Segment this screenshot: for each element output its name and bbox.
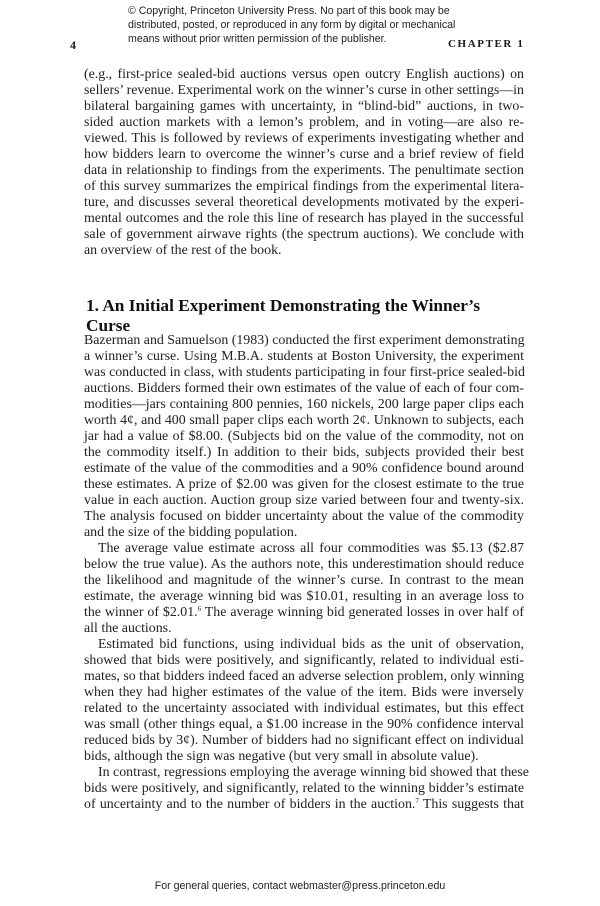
text-fragment: of uncertainty and to the number of bidders in the auction.: [84, 797, 416, 812]
copyright-line: © Copyright, Princeton University Press. No part of this book may be: [128, 5, 450, 17]
text-line: bids were positively, and significantly, related to the winning bidder’s estimate: [84, 781, 524, 796]
text-fragment: The average winning bid generated losses in over half of: [201, 605, 524, 620]
text-line-with-footnote: [84, 605, 524, 621]
text-line: The average value estimate across all four commodities was $5.13 ($2.87: [98, 541, 524, 556]
text-line: a winner’s curse. Using M.B.A. students at Boston University, the experiment: [84, 349, 524, 364]
text-line: Bazerman and Samuelson (1983) conducted the first experiment demonstrating: [84, 333, 525, 348]
text-line-with-footnote: [84, 797, 524, 813]
page-number: 4: [70, 38, 76, 52]
text-line: sided auction markets with a lemon’s problem, and in voting—are also re-: [84, 115, 524, 130]
text-line: sale of government airwave rights (the spectrum auctions). We conclude with: [84, 227, 524, 242]
text-fragment: This suggests that: [418, 797, 524, 812]
footer-contact: For general queries, contact webmaster@press.princeton.edu: [154, 880, 446, 892]
paragraph-3: [84, 637, 524, 765]
text-line: worth 4¢, and 400 small paper clips each worth 2¢. Unknown to subjects, each: [84, 413, 524, 428]
text-line: bids, although the sign was negative (but very small in absolute value).: [84, 749, 479, 764]
text-line: related to the uncertainty associated with individual estimates, but this effect: [84, 701, 524, 716]
text-line: auctions. Bidders formed their own estimates of the value of each of four com-: [84, 381, 524, 396]
text-line: (e.g., first-price sealed-bid auctions versus open outcry English auctions) on: [84, 67, 524, 82]
text-line: modities—jars containing 800 pennies, 160 nickels, 200 large paper clips each: [84, 397, 524, 412]
text-line: Estimated bid functions, using individual bids as the unit of observation,: [98, 637, 524, 652]
text-line: an overview of the rest of the book.: [84, 243, 282, 258]
footnote-marker-6[interactable]: 6: [197, 605, 202, 613]
paragraph-1: [84, 333, 524, 541]
text-line: the likelihood and magnitude of the winner’s curse. In contrast to the mean: [84, 573, 524, 588]
text-line: when they had higher estimates of the value of the item. Bids were inversely: [84, 685, 524, 700]
text-line: ture, and discusses several theoretical developments motivated by the experi-: [84, 195, 524, 210]
footnote-marker-7[interactable]: 7: [415, 797, 419, 805]
text-line: bilateral bargaining games with uncertainty, in “blind-bid” auctions, in two-: [84, 99, 524, 114]
paragraph-4: [84, 765, 529, 813]
text-line: was small (other things equal, a $1.00 increase in the 90% confidence interval: [84, 717, 524, 732]
text-line: The analysis focused on bidder uncertainty about the value of the commodity: [84, 509, 524, 524]
text-line: how bidders learn to overcome the winner’s curse and a brief review of field: [84, 147, 524, 162]
text-line: estimate of the value of the commodities and a 90% confidence bound around: [84, 461, 524, 476]
copyright-line: means without prior written permission of the publisher.: [128, 33, 387, 45]
text-line: below the true value). As the authors note, this underestimation should reduce: [84, 557, 524, 572]
section-heading: 1. An Initial Experiment Demonstrating the Winner’s Curse: [86, 296, 481, 335]
text-line: sellers’ revenue. Experimental work on the winner’s curse in other settings—in: [84, 83, 524, 98]
text-line: viewed. This is followed by reviews of experiments investigating whether and: [84, 131, 524, 146]
text-line: In contrast, regressions employing the average winning bid showed that these: [98, 765, 529, 780]
paragraph-2: [84, 541, 524, 637]
text-line: reduced bids by 3¢). Number of bidders had no significant effect on individual: [84, 733, 524, 748]
text-line: showed that bids were positively, and significantly, related to individual esti-: [84, 653, 524, 668]
text-line: value in each auction. Auction group size varied between four and twenty-six.: [84, 493, 524, 508]
text-line: jar had a value of $8.00. (Subjects bid on the value of the commodity, not on: [84, 429, 524, 444]
text-line: all the auctions.: [84, 621, 172, 636]
text-fragment: the winner of $2.01.: [84, 605, 198, 620]
text-line: the commodity itself.) In addition to their bids, subjects provided their best: [84, 445, 524, 460]
text-line: was conducted in class, with students participating in four first-price sealed-bid: [84, 365, 525, 380]
text-line: mates, so that bidders indeed faced an adverse selection problem, only winning: [84, 669, 525, 684]
running-head: CHAPTER 1: [448, 38, 525, 50]
intro-paragraph: [84, 67, 524, 259]
copyright-line: distributed, posted, or reproduced in any form by digital or mechanical: [128, 19, 456, 31]
text-line: these estimates. A prize of $2.00 was given for the closest estimate to the true: [84, 477, 524, 492]
text-line: data in relationship to findings from the experiments. The penultimate section: [84, 163, 524, 178]
text-line: estimate, the average winning bid was $10.01, resulting in an average loss to: [84, 589, 524, 604]
text-line: and the size of the bidding population.: [84, 525, 298, 540]
text-line: mental outcomes and the role this line of research has played in the successful: [84, 211, 524, 226]
text-line: of this survey summarizes the empirical findings from the experimental litera-: [84, 179, 524, 194]
